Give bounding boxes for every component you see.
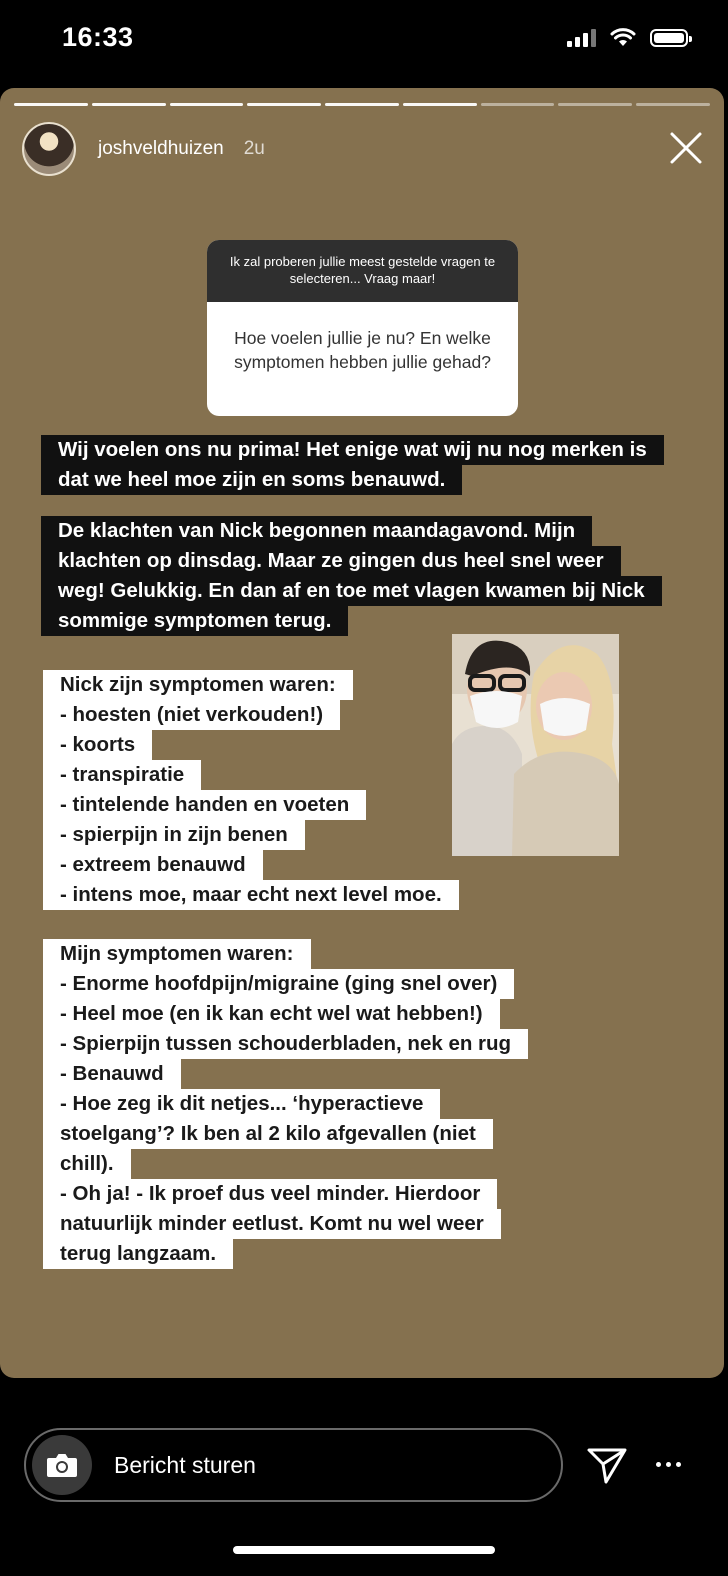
text-line: - Hoe zeg ik dit netjes... ‘hyperactieve [43, 1089, 440, 1119]
message-input[interactable] [24, 1428, 563, 1502]
nick-symptoms-list [43, 670, 459, 910]
question-sticker [207, 240, 518, 416]
signal-icon [567, 29, 596, 47]
text-line: Wij voelen ons nu prima! Het enige wat wij nu nog merken is [41, 435, 664, 465]
text-line: - extreem benauwd [43, 850, 263, 880]
text-line: - intens moe, maar echt next level moe. [43, 880, 459, 910]
progress-segment [325, 103, 399, 106]
text-line: - tintelende handen en voeten [43, 790, 366, 820]
text-line: Mijn symptomen waren: [43, 939, 311, 969]
camera-button[interactable] [32, 1435, 92, 1495]
progress-segment [247, 103, 321, 106]
couple-with-face-masks-photo-icon [452, 634, 619, 856]
text-line: - Heel moe (en ik kan echt wel wat hebben!) [43, 999, 500, 1029]
more-horizontal-icon[interactable] [656, 1462, 681, 1467]
progress-segment [92, 103, 166, 106]
text-line: weg! Gelukkig. En dan af en toe met vlagen kwamen bij Nick [41, 576, 662, 606]
wifi-icon [610, 28, 636, 48]
text-line: natuurlijk minder eetlust. Komt nu wel weer [43, 1209, 501, 1239]
story-time-ago: 2u [243, 138, 265, 159]
progress-segment [170, 103, 244, 106]
answer-block-2 [41, 516, 662, 636]
text-line: - Oh ja! - Ik proef dus veel minder. Hierdoor [43, 1179, 497, 1209]
progress-segment [558, 103, 632, 106]
text-line: - Benauwd [43, 1059, 181, 1089]
status-time: 16:33 [62, 22, 134, 52]
story-header [22, 122, 265, 176]
answer-block-1 [41, 435, 664, 495]
progress-segment [403, 103, 477, 106]
story-card[interactable] [0, 88, 724, 1378]
text-line: - koorts [43, 730, 152, 760]
text-line: klachten op dinsdag. Maar ze gingen dus heel snel weer [41, 546, 621, 576]
avatar[interactable] [22, 122, 76, 176]
text-line: stoelgang’? Ik ben al 2 kilo afgevallen (niet [43, 1119, 493, 1149]
my-symptoms-list [43, 939, 528, 1269]
text-line: - spierpijn in zijn benen [43, 820, 305, 850]
question-sticker-prompt: Ik zal proberen jullie meest gestelde vragen te selecteren... Vraag maar! [207, 240, 518, 302]
text-line: - hoesten (niet verkouden!) [43, 700, 340, 730]
text-line: - Spierpijn tussen schouderbladen, nek en rug [43, 1029, 528, 1059]
close-icon[interactable] [668, 130, 704, 166]
progress-segment [14, 103, 88, 106]
battery-icon [650, 29, 688, 47]
couple-photo [452, 634, 619, 856]
username[interactable]: joshveldhuizen [98, 138, 224, 159]
text-line: De klachten van Nick begonnen maandagavond. Mijn [41, 516, 592, 546]
text-line: sommige symptomen terug. [41, 606, 348, 636]
question-sticker-question: Hoe voelen jullie je nu? En welke symptomen hebben jullie gehad? [234, 328, 491, 372]
message-placeholder: Bericht sturen [114, 1451, 256, 1478]
progress-segment [481, 103, 555, 106]
text-line: - transpiratie [43, 760, 201, 790]
text-line: terug langzaam. [43, 1239, 233, 1269]
status-icons [567, 28, 688, 48]
text-line: Nick zijn symptomen waren: [43, 670, 353, 700]
text-line: chill). [43, 1149, 131, 1179]
text-line: - Enorme hoofdpijn/migraine (ging snel over) [43, 969, 514, 999]
progress-segment [636, 103, 710, 106]
send-icon[interactable] [586, 1444, 628, 1486]
story-progress-bar [14, 103, 710, 106]
text-line: dat we heel moe zijn en soms benauwd. [41, 465, 462, 495]
home-indicator [233, 1546, 495, 1554]
camera-icon [46, 1452, 78, 1478]
